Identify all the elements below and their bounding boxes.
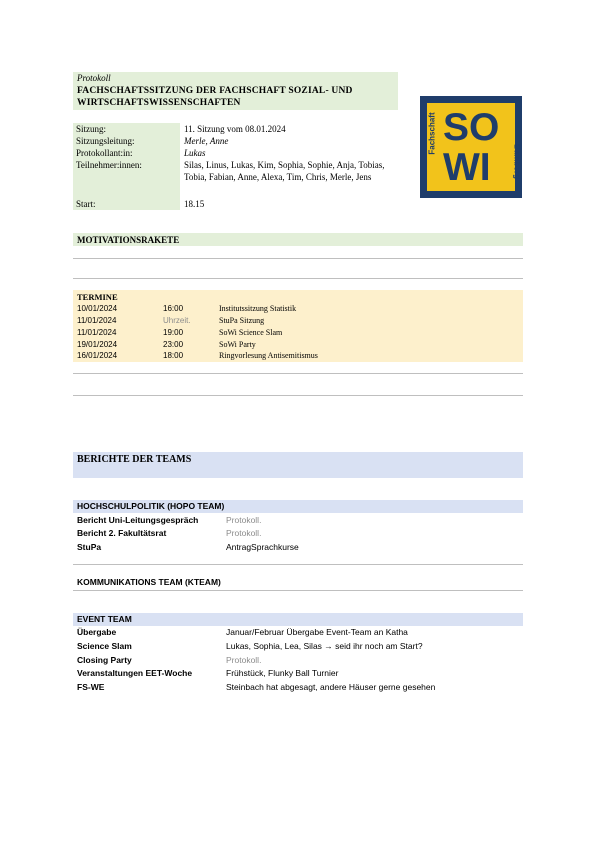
termin-date: 16/01/2024 xyxy=(77,351,118,360)
sowi-logo xyxy=(420,96,522,198)
logo-text-top: SO xyxy=(443,106,500,149)
termin-event: Institutssitzung Statistik xyxy=(219,304,297,313)
start-key: Start: xyxy=(73,198,180,210)
protokoll-value: Lukas xyxy=(184,148,206,158)
hopo-row-value: Protokoll. xyxy=(226,515,262,525)
kteam-title: KOMMUNIKATIONS TEAM (KTEAM) xyxy=(77,577,221,587)
divider xyxy=(73,373,523,374)
termin-time: Uhrzeit. xyxy=(163,316,191,325)
event-row-value: Protokoll. xyxy=(226,655,262,665)
start-value: 18.15 xyxy=(184,199,205,209)
divider xyxy=(73,395,523,396)
hopo-row-value: AntragSprachkurse xyxy=(226,542,299,552)
logo-text-bottom: WI xyxy=(443,146,491,189)
event-row-value: Steinbach hat abgesagt, andere Häuser gerne gesehen xyxy=(226,682,436,692)
termine-title: TERMINE xyxy=(77,292,118,302)
divider xyxy=(73,278,523,279)
event-row-value: Januar/Februar Übergabe Event-Team an Katha xyxy=(226,627,408,637)
event-row-key: Closing Party xyxy=(77,655,132,665)
termin-date: 19/01/2024 xyxy=(77,340,118,349)
event-row-key: FS-WE xyxy=(77,682,105,692)
termin-date: 11/01/2024 xyxy=(77,328,117,337)
document-title: FACHSCHAFTSSITZUNG DER FACHSCHAFT SOZIAL- UND WIRTSCHAFTSWISSENSCHAFTEN xyxy=(77,86,353,108)
hopo-row-value: Protokoll. xyxy=(226,528,262,538)
motivation-title: MOTIVATIONSRAKETE xyxy=(77,235,180,245)
sitzung-key: Sitzung: xyxy=(73,123,180,135)
termin-event: SoWi Party xyxy=(219,340,256,349)
logo-side-right: Bamberg xyxy=(512,144,522,179)
termin-event: SoWi Science Slam xyxy=(219,328,283,337)
termin-time: 18:00 xyxy=(163,351,184,360)
event-row-key: Übergabe xyxy=(77,627,117,637)
divider xyxy=(73,258,523,259)
sitzung-value: 11. Sitzung vom 08.01.2024 xyxy=(184,124,286,134)
hopo-title: HOCHSCHULPOLITIK (HOPO TEAM) xyxy=(77,501,225,511)
divider xyxy=(73,590,523,591)
event-bar xyxy=(73,613,523,626)
termin-time: 23:00 xyxy=(163,340,184,349)
leitung-key: Sitzungsleitung: xyxy=(73,135,180,147)
teilnehmer-key: Teilnehmer:innen: xyxy=(73,159,180,198)
termin-date: 11/01/2024 xyxy=(77,316,117,325)
berichte-title: BERICHTE DER TEAMS xyxy=(77,454,192,465)
logo-side-left: Fachschaft xyxy=(427,112,437,155)
teilnehmer-value: Silas, Linus, Lukas, Kim, Sophia, Sophie, Anja, Tobias, Tobia, Fabian, Anne, Alexa, Tim, Chris, Merle, Jens xyxy=(184,160,385,182)
event-row-value: Lukas, Sophia, Lea, Silas → seid ihr noch am Start? xyxy=(226,641,423,651)
termin-event: StuPa Sitzung xyxy=(219,316,265,325)
divider xyxy=(73,564,523,565)
hopo-row-key: Bericht 2. Fakultätsrat xyxy=(77,528,167,538)
termin-time: 16:00 xyxy=(163,304,184,313)
event-row-key: Veranstaltungen EET-Woche xyxy=(77,668,193,678)
protokoll-key: Protokollant:in: xyxy=(73,147,180,159)
event-row-key: Science Slam xyxy=(77,641,132,651)
document-type-label: Protokoll xyxy=(77,73,111,83)
hopo-row-key: Bericht Uni-Leitungsgespräch xyxy=(77,515,199,525)
termin-event: Ringvorlesung Antisemitismus xyxy=(219,351,318,360)
hopo-row-key: StuPa xyxy=(77,542,102,552)
termin-date: 10/01/2024 xyxy=(77,304,118,313)
event-row-value: Frühstück, Flunky Ball Turnier xyxy=(226,668,339,678)
leitung-value: Merle, Anne xyxy=(184,136,229,146)
termin-time: 19:00 xyxy=(163,328,184,337)
event-title: EVENT TEAM xyxy=(77,614,132,624)
logo-background xyxy=(427,103,522,191)
